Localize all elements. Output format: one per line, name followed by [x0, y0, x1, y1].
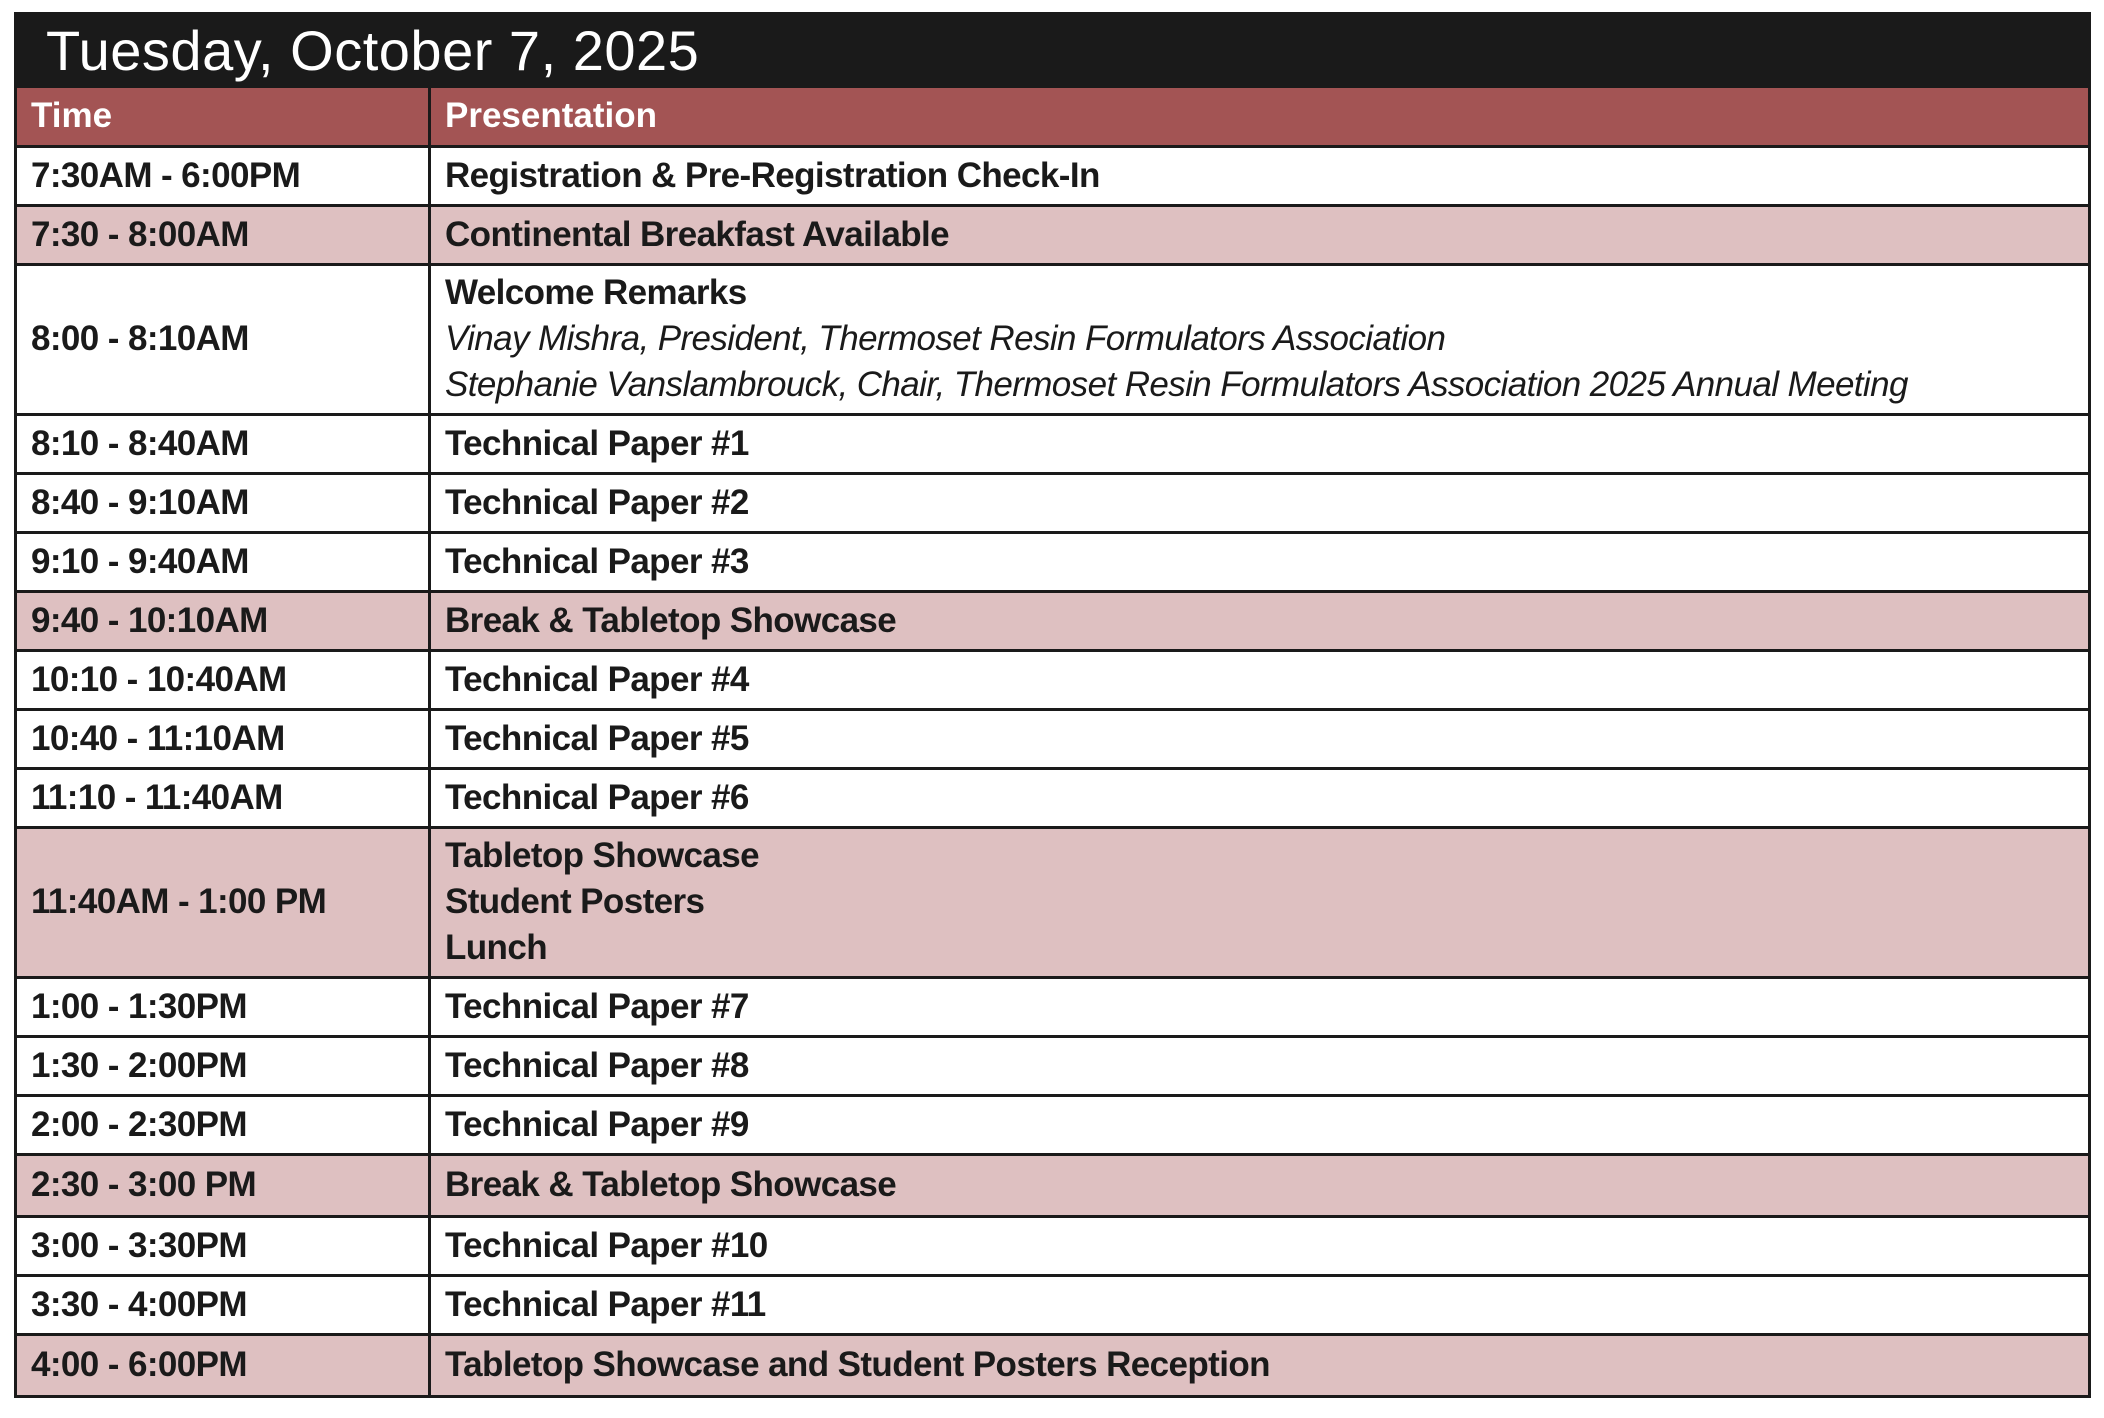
time-cell: 8:10 - 8:40AM — [16, 414, 430, 473]
presentation-cell — [430, 1154, 2090, 1216]
table-row — [16, 1154, 2090, 1216]
presentation-cell — [430, 414, 2090, 473]
presentation-line: Lunch — [445, 928, 547, 967]
presentation-line: Technical Paper #4 — [445, 659, 749, 699]
presentation-cell — [430, 650, 2090, 709]
presentation-line: Technical Paper #1 — [445, 423, 749, 463]
presentation-cell — [430, 146, 2090, 205]
time-cell: 11:10 - 11:40AM — [16, 768, 430, 827]
presentation-cell — [430, 1334, 2090, 1396]
presentation-line: Technical Paper #11 — [445, 1284, 766, 1324]
time-cell: 2:00 - 2:30PM — [16, 1095, 430, 1154]
time-cell: 7:30 - 8:00AM — [16, 205, 430, 264]
presentation-line: Technical Paper #5 — [445, 718, 749, 758]
time-cell: 2:30 - 3:00 PM — [16, 1154, 430, 1216]
presentation-line: Technical Paper #6 — [445, 777, 749, 817]
presentation-cell — [430, 473, 2090, 532]
presentation-line: Technical Paper #2 — [445, 482, 749, 522]
presentation-cell — [430, 1216, 2090, 1275]
time-cell: 3:00 - 3:30PM — [16, 1216, 430, 1275]
time-cell: 10:40 - 11:10AM — [16, 709, 430, 768]
presentation-cell — [430, 977, 2090, 1036]
speaker-line: Stephanie Vanslambrouck, Chair, Thermoset Resin Formulators Association 2025 Annual Meeting — [445, 365, 1908, 404]
presentation-line: Technical Paper #8 — [445, 1045, 749, 1085]
table-row — [16, 264, 2090, 414]
table-row — [16, 977, 2090, 1036]
presentation-cell — [430, 1275, 2090, 1334]
time-cell: 9:40 - 10:10AM — [16, 591, 430, 650]
speaker-line: Vinay Mishra, President, Thermoset Resin Formulators Association — [445, 319, 1446, 358]
table-row — [16, 650, 2090, 709]
presentation-line: Continental Breakfast Available — [445, 214, 949, 254]
presentation-column-header: Presentation — [430, 88, 2090, 146]
time-cell: 7:30AM - 6:00PM — [16, 146, 430, 205]
presentation-cell — [430, 768, 2090, 827]
table-row — [16, 532, 2090, 591]
table-row — [16, 1275, 2090, 1334]
time-cell: 8:00 - 8:10AM — [16, 264, 430, 414]
time-cell: 9:10 - 9:40AM — [16, 532, 430, 591]
time-cell: 1:30 - 2:00PM — [16, 1036, 430, 1095]
header-row — [16, 88, 2090, 146]
presentation-line: Break & Tabletop Showcase — [445, 1165, 897, 1204]
time-cell: 8:40 - 9:10AM — [16, 473, 430, 532]
presentation-cell — [430, 1095, 2090, 1154]
table-row — [16, 473, 2090, 532]
presentation-line: Welcome Remarks — [445, 273, 747, 312]
table-row — [16, 205, 2090, 264]
table-row — [16, 768, 2090, 827]
presentation-cell — [430, 532, 2090, 591]
presentation-cell — [430, 591, 2090, 650]
presentation-line: Technical Paper #9 — [445, 1104, 749, 1144]
table-row — [16, 146, 2090, 205]
table-row — [16, 1334, 2090, 1396]
schedule-table — [14, 88, 2091, 1398]
time-cell: 11:40AM - 1:00 PM — [16, 827, 430, 977]
presentation-cell — [430, 827, 2090, 977]
presentation-line: Tabletop Showcase — [445, 836, 759, 875]
presentation-line: Technical Paper #10 — [445, 1225, 768, 1265]
table-row — [16, 414, 2090, 473]
table-row — [16, 1036, 2090, 1095]
time-cell: 10:10 - 10:40AM — [16, 650, 430, 709]
table-row — [16, 827, 2090, 977]
table-row — [16, 709, 2090, 768]
table-row — [16, 1216, 2090, 1275]
presentation-cell — [430, 709, 2090, 768]
presentation-line: Break & Tabletop Showcase — [445, 600, 897, 640]
time-cell: 4:00 - 6:00PM — [16, 1334, 430, 1396]
presentation-line: Student Posters — [445, 882, 705, 921]
presentation-cell — [430, 1036, 2090, 1095]
schedule-table-container — [14, 12, 2091, 1398]
presentation-line: Technical Paper #7 — [445, 986, 749, 1026]
time-column-header: Time — [16, 88, 430, 146]
presentation-line: Tabletop Showcase and Student Posters Reception — [445, 1345, 1270, 1384]
presentation-line: Technical Paper #3 — [445, 541, 749, 581]
presentation-line: Registration & Pre-Registration Check-In — [445, 155, 1100, 195]
day-title: Tuesday, October 7, 2025 — [14, 12, 2091, 88]
table-row — [16, 1095, 2090, 1154]
presentation-cell — [430, 205, 2090, 264]
presentation-cell — [430, 264, 2090, 414]
table-row — [16, 591, 2090, 650]
time-cell: 1:00 - 1:30PM — [16, 977, 430, 1036]
time-cell: 3:30 - 4:00PM — [16, 1275, 430, 1334]
